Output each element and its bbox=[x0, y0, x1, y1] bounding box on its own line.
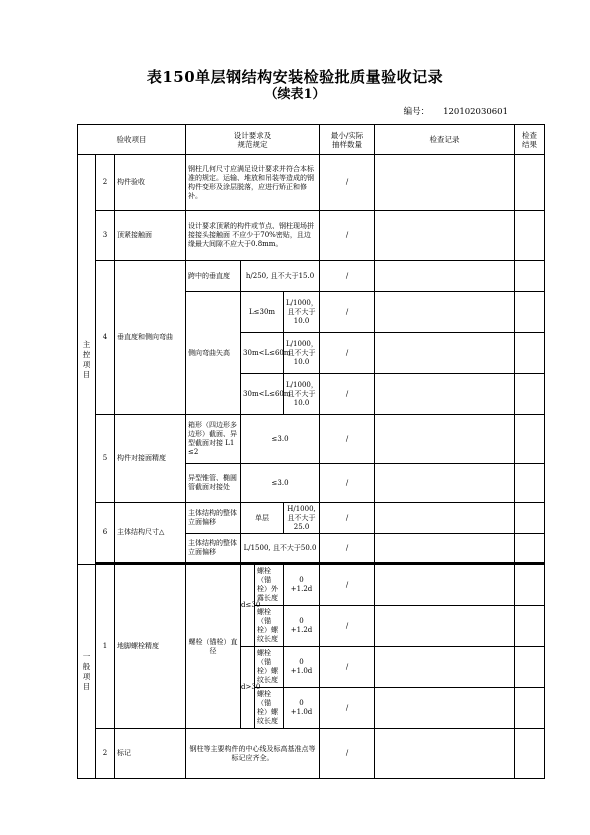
table-row bbox=[78, 211, 545, 261]
row-d-condition: d>30 bbox=[241, 647, 255, 729]
header-req: 设计要求及 规范规定 bbox=[186, 125, 320, 155]
page-subtitle: （续表1） bbox=[264, 87, 326, 102]
row-condition: 螺栓（锚栓）螺纹长度 bbox=[255, 688, 284, 729]
code-value: 120102030601 bbox=[443, 107, 508, 117]
row-num: 5 bbox=[96, 415, 115, 503]
row-req: 0 +1.2d bbox=[284, 565, 320, 606]
row-req: H/1000, 且不大于25.0 bbox=[284, 503, 320, 534]
inspection-table bbox=[77, 124, 545, 779]
row-min: / bbox=[320, 261, 375, 292]
row-req: 0 +1.0d bbox=[284, 647, 320, 688]
general-group-label: 一 般 项 目 bbox=[78, 565, 96, 779]
row-condition: 螺栓（锚栓）螺纹长度 bbox=[255, 647, 284, 688]
header-check: 检查记录 bbox=[375, 125, 515, 155]
row-req: L/1000，且不大于10.0 bbox=[284, 292, 320, 333]
row-check bbox=[375, 374, 515, 415]
row-check bbox=[375, 333, 515, 374]
table-row bbox=[78, 503, 545, 534]
row-req: h/250, 且不大于15.0 bbox=[241, 261, 320, 292]
row-name: 构件对接面精度 bbox=[115, 415, 186, 503]
row-min: / bbox=[320, 729, 375, 779]
row-check bbox=[375, 292, 515, 333]
row-min: / bbox=[320, 606, 375, 647]
row-sub-label: 跨中的垂直度 bbox=[186, 261, 241, 292]
header-item: 验收项目 bbox=[78, 125, 186, 155]
row-name: 地脚螺栓精度 bbox=[115, 565, 186, 729]
row-result bbox=[515, 606, 545, 647]
row-result bbox=[515, 333, 545, 374]
row-check bbox=[375, 534, 515, 563]
row-sub-label: 螺栓（锚栓）直径 bbox=[186, 565, 241, 729]
row-min: / bbox=[320, 534, 375, 563]
row-min: / bbox=[320, 292, 375, 333]
row-min: / bbox=[320, 464, 375, 503]
row-result bbox=[515, 292, 545, 333]
row-name: 构件验收 bbox=[115, 155, 186, 211]
table-row bbox=[78, 729, 545, 779]
row-req: 0 +1.2d bbox=[284, 606, 320, 647]
row-req: L/1000，且不大于10.0 bbox=[284, 374, 320, 415]
row-min: / bbox=[320, 503, 375, 534]
row-name: 主体结构尺寸△ bbox=[115, 503, 186, 563]
row-result bbox=[515, 261, 545, 292]
row-sub-label: 主体结构的整体立面偏移 bbox=[186, 534, 241, 563]
page-title: 表150单层钢结构安装检验批质量验收记录 bbox=[146, 68, 444, 86]
row-condition: L≤30m bbox=[241, 292, 284, 333]
row-req: 钢柱等主要构件的中心线及标高基准点等标记应齐全。 bbox=[186, 729, 320, 779]
row-result bbox=[515, 729, 545, 779]
row-check bbox=[375, 688, 515, 729]
row-num: 1 bbox=[96, 565, 115, 729]
row-result bbox=[515, 565, 545, 606]
row-result bbox=[515, 534, 545, 563]
row-num: 2 bbox=[96, 155, 115, 211]
row-check bbox=[375, 647, 515, 688]
row-name: 垂直度和侧向弯曲 bbox=[115, 261, 186, 415]
row-min: / bbox=[320, 211, 375, 261]
row-num: 4 bbox=[96, 261, 115, 415]
row-result bbox=[515, 155, 545, 211]
row-name: 顶紧接触面 bbox=[115, 211, 186, 261]
row-name: 标记 bbox=[115, 729, 186, 779]
row-req: ≤3.0 bbox=[241, 415, 320, 464]
header-row bbox=[78, 125, 545, 155]
row-min: / bbox=[320, 647, 375, 688]
record-code bbox=[390, 105, 508, 117]
row-d-condition: d≤30 bbox=[241, 565, 255, 647]
table-row bbox=[78, 155, 545, 211]
row-num: 6 bbox=[96, 503, 115, 563]
row-min: / bbox=[320, 688, 375, 729]
row-req: L/1000，且不大于10.0 bbox=[284, 333, 320, 374]
row-result bbox=[515, 464, 545, 503]
row-check bbox=[375, 565, 515, 606]
row-num: 2 bbox=[96, 729, 115, 779]
row-req: 设计要求顶紧的构件或节点、钢柱现场拼接接头接触面 不应少于70%密贴，且边缘最大间隙不应大于0.8mm。 bbox=[186, 211, 320, 261]
table-row bbox=[78, 415, 545, 464]
row-result bbox=[515, 374, 545, 415]
row-check bbox=[375, 606, 515, 647]
row-check bbox=[375, 261, 515, 292]
row-req: 0 +1.0d bbox=[284, 688, 320, 729]
row-condition: 螺栓（锚栓）外露长度 bbox=[255, 565, 284, 606]
row-sub-label: 主体结构的整体立面偏移 bbox=[186, 503, 241, 534]
row-result bbox=[515, 647, 545, 688]
row-sub-label: 异型锥管、椭圆管截面对接处 bbox=[186, 464, 241, 503]
row-min: / bbox=[320, 565, 375, 606]
row-sub-label: 侧向弯曲矢高 bbox=[186, 292, 241, 415]
row-check bbox=[375, 729, 515, 779]
row-min: / bbox=[320, 155, 375, 211]
row-sub-label: 箱形（四边形多边形）截面、异型截面对接 L1 ≤2 bbox=[186, 415, 241, 464]
row-min: / bbox=[320, 415, 375, 464]
row-check bbox=[375, 503, 515, 534]
row-result bbox=[515, 503, 545, 534]
row-condition: 螺栓（锚栓）螺纹长度 bbox=[255, 606, 284, 647]
row-req: 钢柱几何尺寸应满足设计要求并符合本标准的规定。运输、堆放和吊装等造成的钢构件变形及涂层脱落，应进行矫正和修补。 bbox=[186, 155, 320, 211]
row-check bbox=[375, 464, 515, 503]
row-condition: 30m<L≤60m bbox=[241, 333, 284, 374]
row-check bbox=[375, 415, 515, 464]
row-min: / bbox=[320, 333, 375, 374]
main-group-label: 主 控 项 目 bbox=[78, 155, 96, 565]
row-check bbox=[375, 155, 515, 211]
row-result bbox=[515, 415, 545, 464]
table-row bbox=[78, 261, 545, 292]
row-result bbox=[515, 688, 545, 729]
row-num: 3 bbox=[96, 211, 115, 261]
row-check bbox=[375, 211, 515, 261]
row-req: ≤3.0 bbox=[241, 464, 320, 503]
row-req: L/1500, 且不大于50.0 bbox=[241, 534, 320, 563]
row-condition: 30m<L≤60m bbox=[241, 374, 284, 415]
row-min: / bbox=[320, 374, 375, 415]
row-result bbox=[515, 211, 545, 261]
header-result: 检查 结果 bbox=[515, 125, 545, 155]
code-label: 编号： bbox=[403, 107, 430, 117]
row-condition: 单层 bbox=[241, 503, 284, 534]
table-row bbox=[78, 565, 545, 606]
header-min: 最小/实际 抽样数量 bbox=[320, 125, 375, 155]
